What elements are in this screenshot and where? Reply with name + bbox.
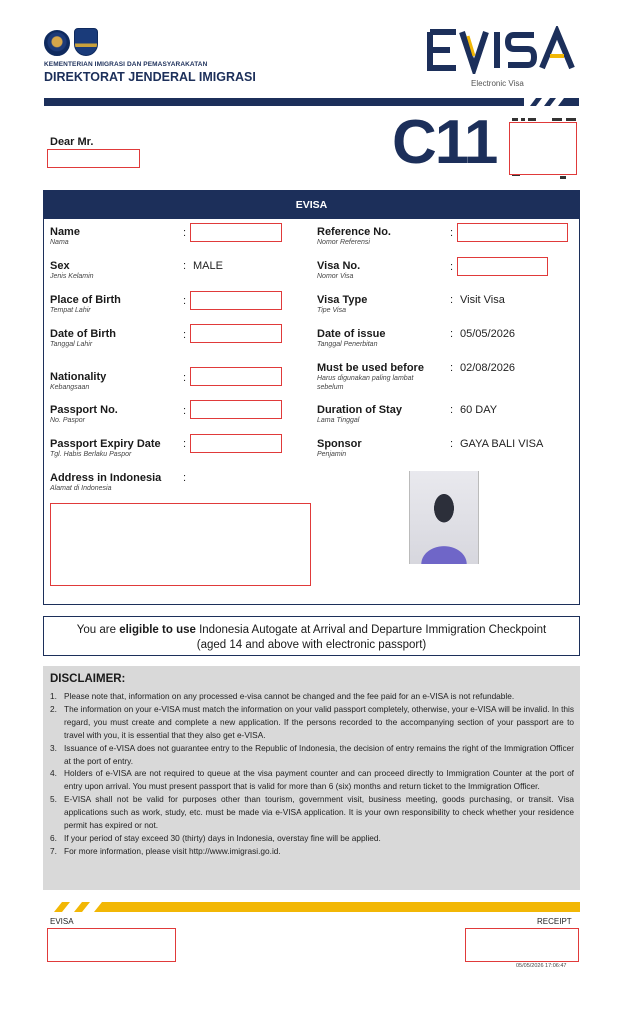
reference-no-label: Reference No. [317,226,391,238]
visa-type-value: Visit Visa [460,294,505,306]
redacted-recipient-name [47,149,140,168]
list-item: 4. Holders of e-VISA are not required to queue at the visa payment counter and can proceed directly to Immigration Counter at the port of entry upon arrival. You must present passport that is valid for more than 6 (six) months and return ticket to the Immigration Officer. [50,768,574,792]
duration-of-stay-label: Duration of Stay [317,404,402,416]
passport-expiry-sublabel: Tgl. Habis Berlaku Paspor [50,451,132,458]
redacted-nationality [190,367,282,386]
autogate-notice: You are eligible to use Indonesia Autogate at Arrival and Departure Immigration Checkpoint (aged 14 and above with electronic passport) [43,616,580,656]
redacted-name [190,223,282,242]
reference-no-sublabel: Nomor Referensi [317,239,370,246]
redacted-qr-code [509,122,577,175]
garuda-emblem-icon [44,30,70,56]
footer-divider [106,902,580,912]
date-of-issue-value: 05/05/2026 [460,328,516,340]
visa-no-label: Visa No. [317,260,361,272]
redacted-place-of-birth [190,291,282,310]
must-use-before-value: 02/08/2026 [460,362,516,374]
name-label: Name [50,226,80,238]
sponsor-label: Sponsor [317,438,362,450]
duration-of-stay-value: 60 DAY [460,404,498,416]
place-of-birth-sublabel: Tempat Lahir [50,307,91,314]
applicant-photo [409,471,479,564]
date-of-issue-sublabel: Tanggal Penerbitan [317,341,378,348]
date-of-birth-sublabel: Tanggal Lahir [50,341,93,348]
redacted-visa-no [457,257,548,276]
visa-code: C11 [392,108,497,177]
redacted-passport-expiry [190,434,282,453]
directorate-name: DIREKTORAT JENDERAL IMIGRASI [44,70,256,84]
list-item: 3. Issuance of e-VISA does not guarantee entry to the Republic of Indonesia, the decision of entry remains the right of the Immigration Officer at the port of entry. [50,742,574,766]
visa-type-label: Visa Type [317,294,368,306]
disclaimer-list [50,690,574,858]
redacted-reference-no [457,223,568,242]
list-item: 6. If your period of stay exceed 30 (thirty) days in Indonesia, overstay fine will be applied. [50,832,381,843]
must-use-before-label: Must be used before [317,362,424,374]
disclaimer-title: DISCLAIMER: [50,673,126,685]
sponsor-sublabel: Penjamin [317,451,347,458]
place-of-birth-label: Place of Birth [50,294,121,306]
list-item: 7. For more information, please visit http://www.imigrasi.go.id. [50,845,281,856]
redacted-address [50,503,311,586]
address-label: Address in Indonesia [50,472,162,484]
list-item: 1. Please note that, information on any processed e-visa cannot be changed and the fee paid for an e-VISA is not refundable. [50,691,515,701]
duration-of-stay-sublabel: Lama Tinggal [317,417,360,424]
salutation: Dear Mr. [50,136,94,148]
redacted-evisa-code [47,928,176,962]
autogate-emphasis: eligible to use [119,624,196,636]
date-of-issue-label: Date of issue [317,328,386,340]
print-timestamp: 05/05/2026 17:06:47 [516,963,567,969]
passport-expiry-label: Passport Expiry Date [50,438,161,450]
footer-stripes [44,902,106,912]
name-sublabel: Nama [50,239,69,246]
redacted-passport-no [190,400,282,419]
immigration-emblem-icon [74,28,98,56]
ministry-name: KEMENTERIAN IMIGRASI DAN PEMASYARAKATAN [44,61,208,68]
list-item: 5. E-VISA shall not be valid for purposes other than tourism, government visit, business meeting, goods purchasing, or transit. Visa applications such as work, study, etc. must be made via e-VISA application. It is your own responsibility to check whether your residence permit has expired or not. [50,794,574,831]
header-stripes [524,98,579,106]
evisa-logo [426,26,578,74]
sponsor-value: GAYA BALI VISA [460,438,544,450]
header-divider [44,98,524,106]
visa-type-sublabel: Tipe Visa [317,307,346,314]
redacted-date-of-birth [190,324,282,343]
evisa-card-title: EVISA [44,191,579,219]
footer-receipt-label: RECEIPT [537,917,572,926]
redacted-receipt-code [465,928,579,962]
passport-no-sublabel: No. Paspor [50,417,86,424]
passport-no-label: Passport No. [50,404,118,416]
list-item: 2. The information on your e-VISA must match the information on your valid passport completely, otherwise, your e-VISA will be invalid. In this regard, you must create and complete a new application. If the persons recorded to the accompanying section of your passport are to travel with you, it is essential that they also get e-VISA. [50,703,574,740]
nationality-sublabel: Kebangsaan [50,384,90,391]
address-sublabel: Alamat di Indonesia [50,485,112,492]
sex-value: MALE [193,260,223,272]
sex-sublabel: Jenis Kelamin [50,273,94,280]
date-of-birth-label: Date of Birth [50,328,116,340]
evisa-logo-subtitle: Electronic Visa [471,79,524,88]
must-use-before-sublabel: Harus digunakan paling lambat sebelum [317,375,414,391]
footer-evisa-label: EVISA [50,917,74,926]
visa-no-sublabel: Nomor Visa [317,273,354,280]
sex-label: Sex [50,260,70,272]
nationality-label: Nationality [50,371,107,383]
